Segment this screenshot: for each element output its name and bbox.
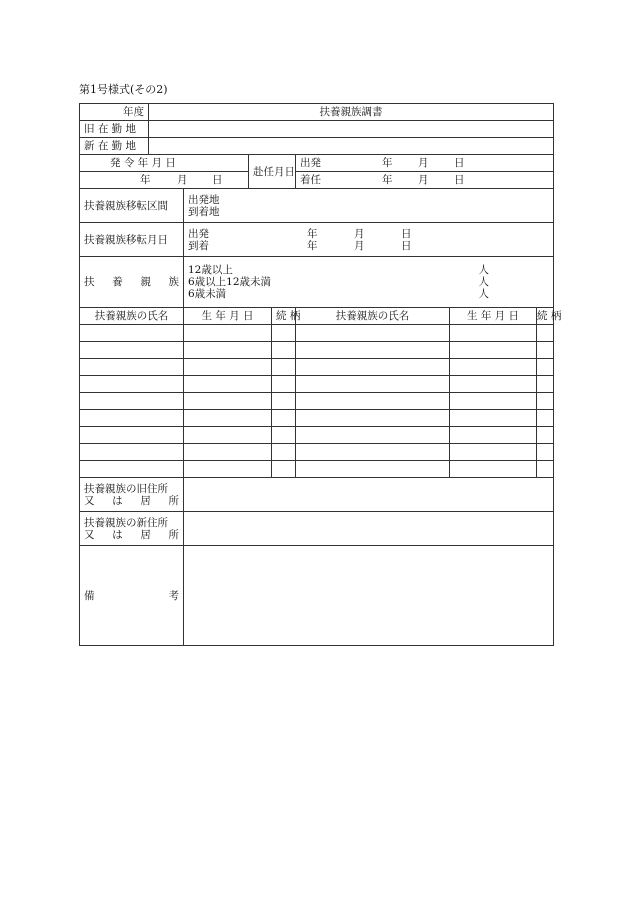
col-relation-2: 続 柄: [537, 308, 554, 325]
birthdate-cell[interactable]: [450, 325, 537, 342]
name-cell[interactable]: [80, 461, 184, 478]
depart-date-field[interactable]: [296, 155, 554, 172]
order-date-label: 発 令 年 月 日: [80, 155, 249, 172]
remarks-label: 備 考: [80, 546, 184, 646]
year-unit: 年: [307, 227, 318, 240]
relation-cell[interactable]: [272, 410, 296, 427]
col-name-2: 扶養親族の氏名: [296, 308, 450, 325]
relation-cell[interactable]: [537, 359, 554, 376]
person-unit: 人: [478, 264, 489, 276]
old-address-line1: 扶養親族の旧住所: [84, 482, 168, 495]
new-office-label: 新 在 勤 地: [80, 138, 149, 155]
day-unit: 日: [212, 174, 223, 186]
col-birthdate-1: 生 年 月 日: [184, 308, 272, 325]
relation-cell[interactable]: [272, 376, 296, 393]
old-office-label: 旧 在 勤 地: [80, 121, 149, 138]
old-address-line2: 又 は 居 所: [84, 494, 179, 507]
birthdate-cell[interactable]: [184, 325, 272, 342]
age-row: [188, 276, 549, 288]
name-cell[interactable]: [296, 359, 450, 376]
birthdate-cell[interactable]: [184, 359, 272, 376]
new-address-label: [80, 512, 184, 546]
age-row: [188, 264, 549, 276]
old-office-field[interactable]: [149, 121, 554, 138]
relation-cell[interactable]: [272, 325, 296, 342]
table-row: [80, 393, 554, 410]
name-cell[interactable]: [80, 359, 184, 376]
month-unit: 月: [418, 157, 429, 169]
day-unit: 日: [454, 174, 465, 186]
relation-cell[interactable]: [537, 444, 554, 461]
birthdate-cell[interactable]: [184, 444, 272, 461]
table-row: [80, 461, 554, 478]
relation-cell[interactable]: [272, 393, 296, 410]
age-12-plus-label: 12歳以上: [188, 264, 233, 276]
old-address-label: [80, 478, 184, 512]
new-address-line1: 扶養親族の新住所: [84, 516, 168, 529]
year-unit: 年: [382, 174, 393, 186]
table-row: [80, 427, 554, 444]
age-row: [188, 288, 549, 300]
relation-cell[interactable]: [537, 461, 554, 478]
name-cell[interactable]: [80, 325, 184, 342]
age-under-6-label: 6歳未満: [188, 288, 227, 300]
name-cell[interactable]: [80, 342, 184, 359]
table-row: [80, 359, 554, 376]
name-cell[interactable]: [296, 461, 450, 478]
month-unit: 月: [177, 174, 188, 186]
month-unit: 月: [354, 227, 365, 240]
relation-cell[interactable]: [537, 393, 554, 410]
birthdate-cell[interactable]: [184, 427, 272, 444]
arrive-place-label: 到着地: [188, 205, 220, 218]
table-row: [80, 376, 554, 393]
move-date-label: 扶養親族移転月日: [80, 223, 184, 257]
month-unit: 月: [418, 174, 429, 186]
relation-cell[interactable]: [537, 342, 554, 359]
relation-cell[interactable]: [537, 410, 554, 427]
new-office-field[interactable]: [149, 138, 554, 155]
name-cell[interactable]: [80, 410, 184, 427]
new-address-field[interactable]: [184, 512, 554, 546]
name-cell[interactable]: [296, 444, 450, 461]
table-row: [80, 342, 554, 359]
relation-cell[interactable]: [537, 376, 554, 393]
order-date-field[interactable]: [80, 172, 249, 189]
birthdate-cell[interactable]: [184, 342, 272, 359]
relation-cell[interactable]: [272, 342, 296, 359]
form-number: 第1号様式(その2): [79, 83, 168, 96]
form-title: 扶養親族調書: [149, 104, 554, 121]
person-unit: 人: [478, 288, 489, 300]
col-relation-1: 続 柄: [272, 308, 296, 325]
relation-cell[interactable]: [272, 444, 296, 461]
age-6-to-12-label: 6歳以上12歳未満: [188, 276, 272, 288]
day-unit: 日: [454, 157, 465, 169]
name-cell[interactable]: [296, 393, 450, 410]
birthdate-cell[interactable]: [184, 393, 272, 410]
table-row: [80, 410, 554, 427]
birthdate-cell[interactable]: [450, 342, 537, 359]
col-name-1: 扶養親族の氏名: [80, 308, 184, 325]
depart-place-label: 出発地: [188, 193, 220, 206]
birthdate-cell[interactable]: [450, 427, 537, 444]
name-cell[interactable]: [80, 393, 184, 410]
name-cell[interactable]: [296, 410, 450, 427]
dependent-survey-form: [79, 103, 562, 646]
name-cell[interactable]: [80, 444, 184, 461]
year-label: 年度: [80, 104, 149, 121]
col-birthdate-2: 生 年 月 日: [450, 308, 537, 325]
old-address-field[interactable]: [184, 478, 554, 512]
month-unit: 月: [354, 239, 365, 252]
move-section-field[interactable]: [184, 189, 554, 223]
move-depart-label: 出発: [188, 227, 209, 240]
depart-label: 出発: [300, 157, 321, 169]
day-unit: 日: [401, 239, 412, 252]
birthdate-cell[interactable]: [450, 393, 537, 410]
arrive-label: 着任: [300, 174, 321, 186]
relation-cell[interactable]: [272, 359, 296, 376]
day-unit: 日: [401, 227, 412, 240]
birthdate-cell[interactable]: [184, 461, 272, 478]
relation-cell[interactable]: [537, 427, 554, 444]
birthdate-cell[interactable]: [450, 461, 537, 478]
family-count-label: 扶 養 親 族: [80, 257, 184, 308]
relation-cell[interactable]: [537, 325, 554, 342]
new-address-line2: 又 は 居 所: [84, 528, 179, 541]
year-unit: 年: [140, 174, 151, 186]
name-cell[interactable]: [296, 342, 450, 359]
name-cell[interactable]: [296, 427, 450, 444]
name-cell[interactable]: [296, 376, 450, 393]
remarks-field[interactable]: [184, 546, 554, 646]
name-cell[interactable]: [80, 427, 184, 444]
birthdate-cell[interactable]: [184, 376, 272, 393]
family-count-field[interactable]: [184, 257, 554, 308]
table-row: [80, 325, 554, 342]
person-unit: 人: [478, 276, 489, 288]
relation-cell[interactable]: [272, 427, 296, 444]
birthdate-cell[interactable]: [450, 359, 537, 376]
birthdate-cell[interactable]: [450, 376, 537, 393]
year-unit: 年: [307, 239, 318, 252]
move-section-label: 扶養親族移転区間: [80, 189, 184, 223]
relation-cell[interactable]: [272, 461, 296, 478]
year-unit: 年: [382, 157, 393, 169]
name-cell[interactable]: [80, 376, 184, 393]
move-arrive-label: 到着: [188, 239, 209, 252]
name-cell[interactable]: [296, 325, 450, 342]
table-row: [80, 444, 554, 461]
birthdate-cell[interactable]: [450, 410, 537, 427]
birthdate-cell[interactable]: [184, 410, 272, 427]
move-date-field[interactable]: [184, 223, 554, 257]
assignment-date-label: 赴任月日: [249, 155, 296, 189]
birthdate-cell[interactable]: [450, 444, 537, 461]
arrive-date-field[interactable]: [296, 172, 554, 189]
